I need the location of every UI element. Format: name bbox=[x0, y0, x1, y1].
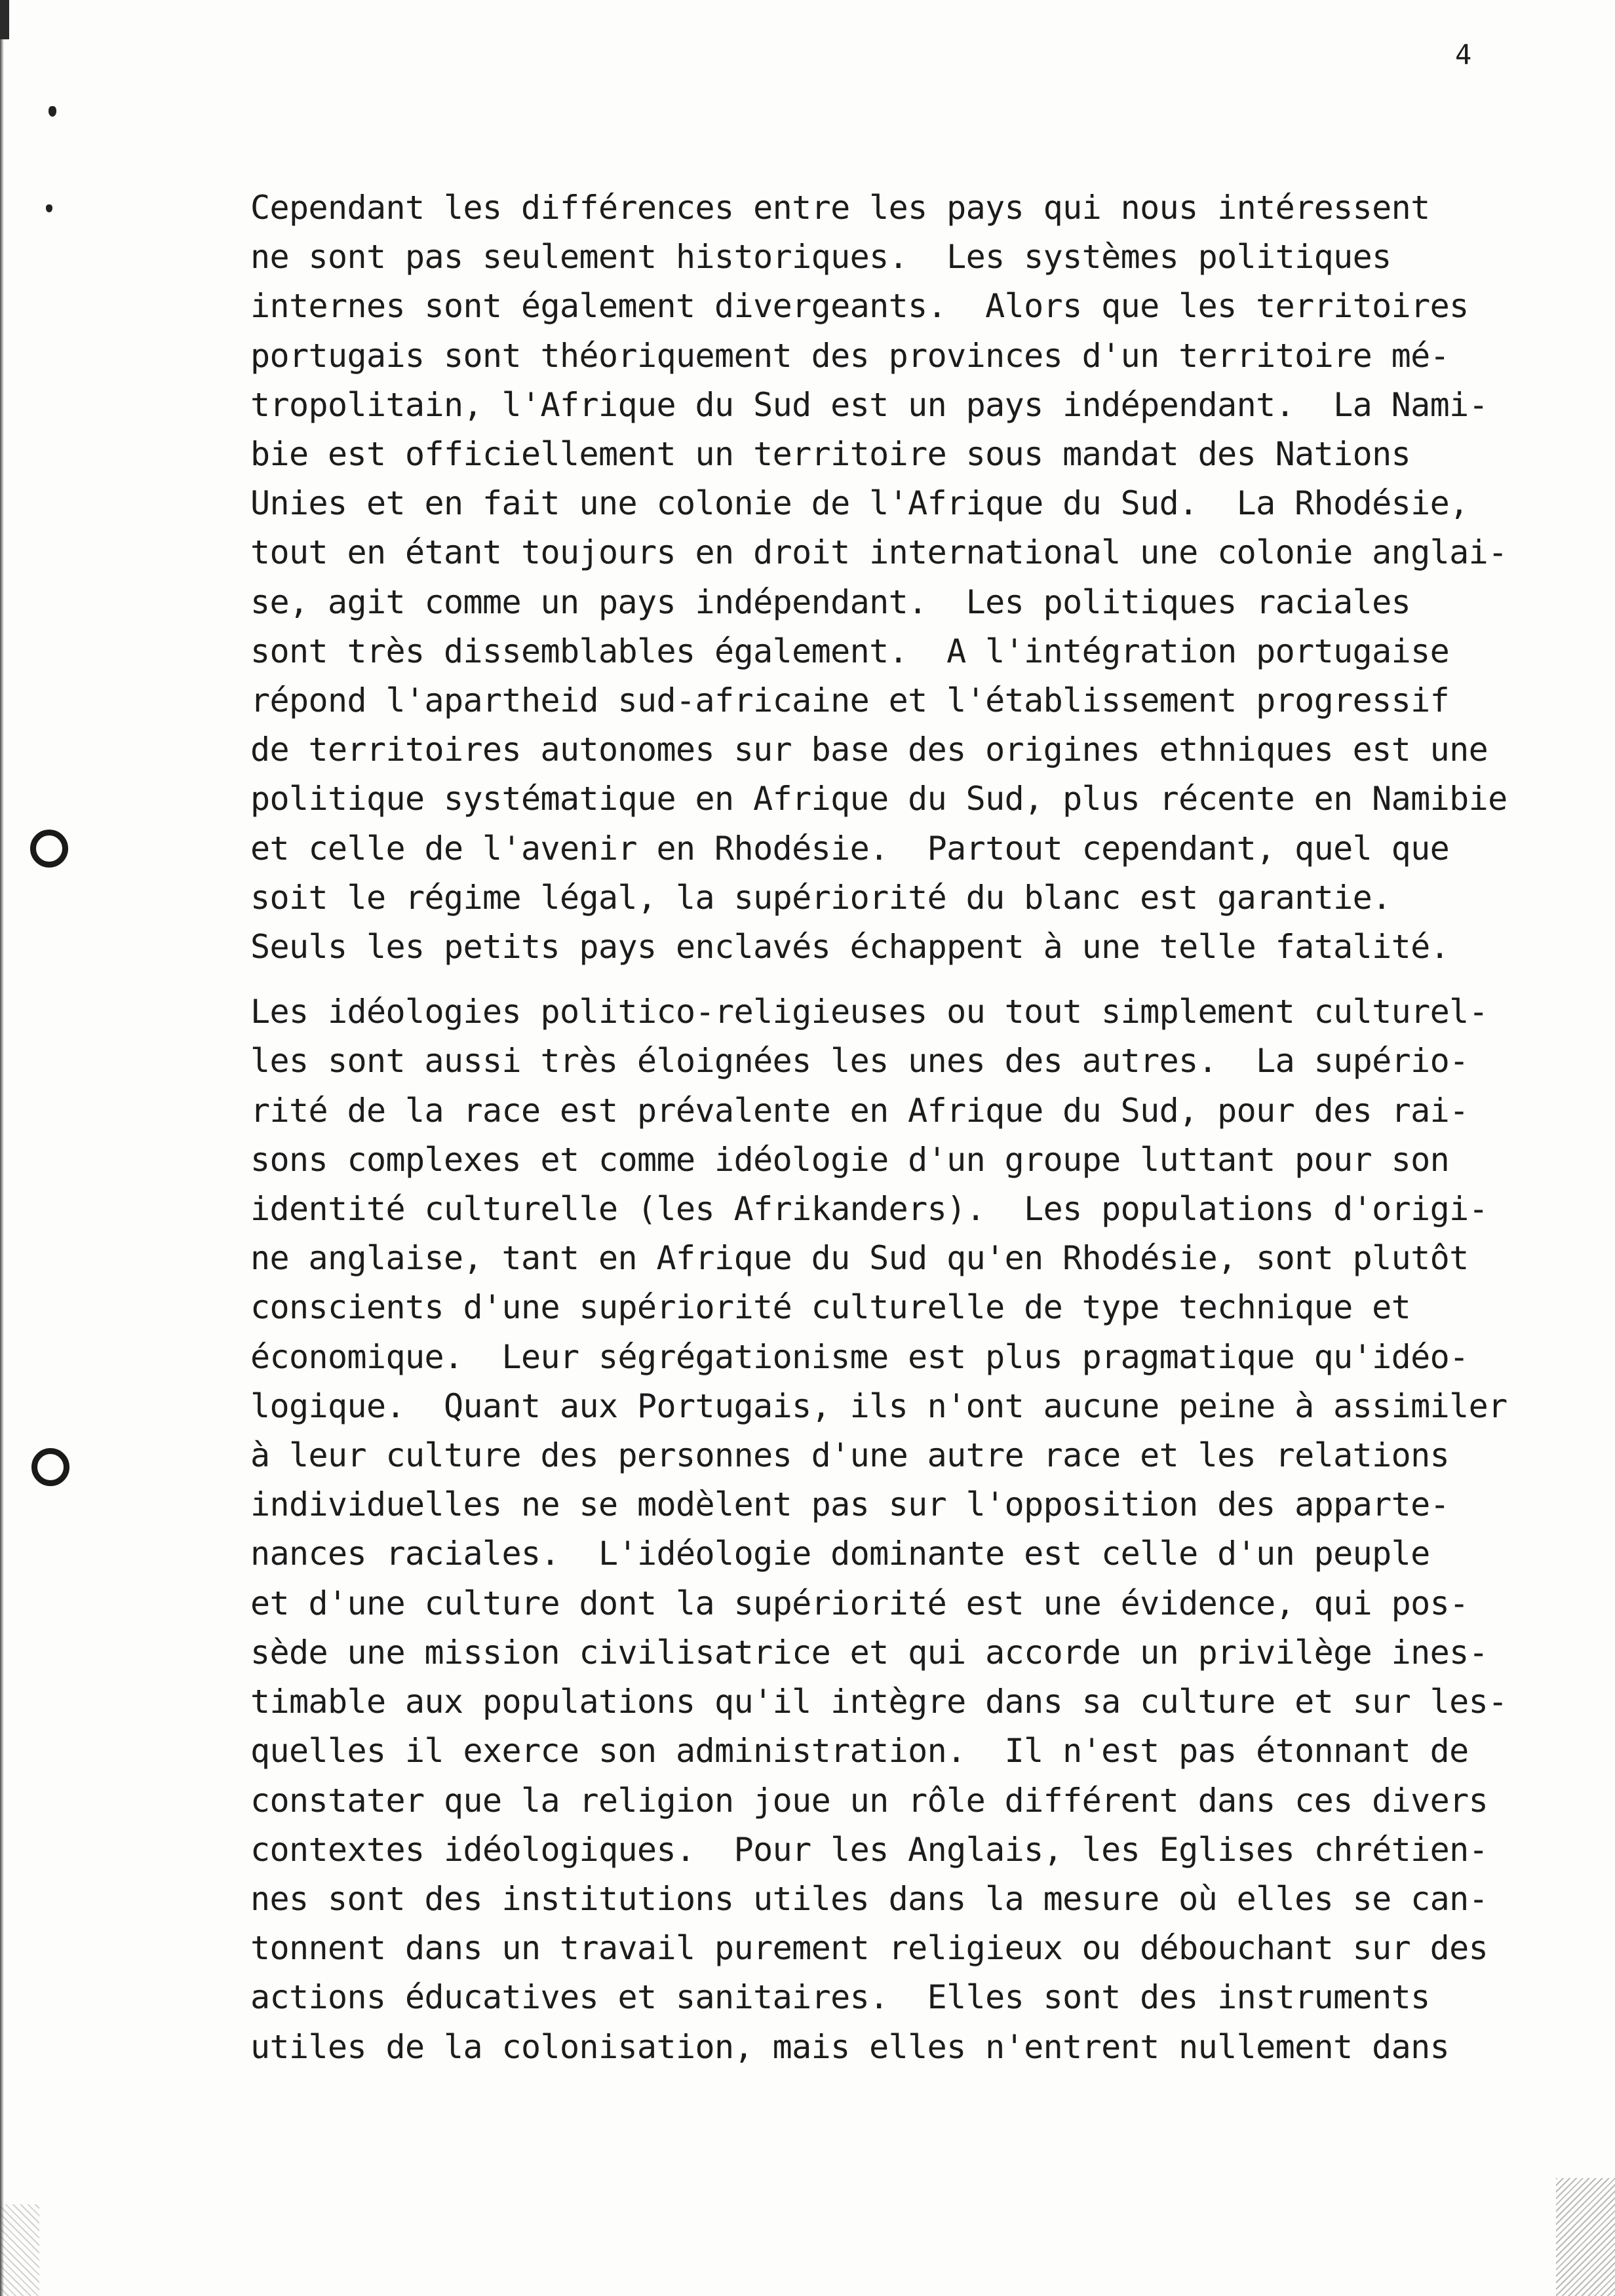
text-line: Les idéologies politico-religieuses ou tout simplement culturel- bbox=[250, 993, 1489, 1031]
text-line: de territoires autonomes sur base des origines ethniques est une bbox=[250, 731, 1489, 769]
text-line: rité de la race est prévalente en Afrique du Sud, pour des rai- bbox=[250, 1091, 1469, 1130]
text-line: tonnent dans un travail purement religieux ou débouchant sur des bbox=[250, 1929, 1489, 1968]
text-line: utiles de la colonisation, mais elles n'entrent nullement dans bbox=[250, 2027, 1450, 2066]
text-line: tout en étant toujours en droit international une colonie anglai- bbox=[250, 533, 1508, 572]
text-line: timable aux populations qu'il intègre dans sa culture et sur les- bbox=[250, 1683, 1508, 1721]
text-line: ne sont pas seulement historiques. Les systèmes politiques bbox=[250, 238, 1391, 277]
text-line: sède une mission civilisatrice et qui accorde un privilège ines- bbox=[250, 1633, 1489, 1672]
text-line: nes sont des institutions utiles dans la mesure où elles se can- bbox=[250, 1879, 1489, 1918]
text-line: portugais sont théoriquement des provinces d'un territoire mé- bbox=[250, 336, 1450, 375]
text-line: politique systématique en Afrique du Sud, plus récente en Namibie bbox=[250, 780, 1508, 818]
text-line: nances raciales. L'idéologie dominante est celle d'un peuple bbox=[250, 1535, 1430, 1573]
paragraph-1 bbox=[250, 183, 1574, 972]
text-line: constater que la religion joue un rôle différent dans ces divers bbox=[250, 1781, 1489, 1820]
paragraph-2 bbox=[250, 987, 1574, 2071]
text-line: répond l'apartheid sud-africaine et l'établissement progressif bbox=[250, 681, 1450, 720]
text-line: Seuls les petits pays enclavés échappent à une telle fatalité. bbox=[250, 928, 1450, 966]
text-line: logique. Quant aux Portugais, ils n'ont aucune peine à assimiler bbox=[250, 1387, 1508, 1425]
text-line: bie est officiellement un territoire sous mandat des Nations bbox=[250, 435, 1411, 474]
text-line: quelles il exerce son administration. Il n'est pas étonnant de bbox=[250, 1732, 1469, 1770]
page-corner-mark bbox=[0, 0, 9, 39]
binder-hole-icon bbox=[30, 830, 68, 868]
text-line: soit le régime légal, la supériorité du blanc est garantie. bbox=[250, 878, 1391, 917]
text-line: économique. Leur ségrégationisme est plus pragmatique qu'idéo- bbox=[250, 1337, 1469, 1376]
ink-speck bbox=[49, 106, 56, 117]
text-line: conscients d'une supériorité culturelle de type technique et bbox=[250, 1288, 1411, 1327]
scan-artifact bbox=[0, 2204, 39, 2296]
text-line: Cependant les différences entre les pays qui nous intéressent bbox=[250, 189, 1430, 227]
page-left-edge-shadow bbox=[0, 0, 4, 2296]
text-line: sons complexes et comme idéologie d'un groupe luttant pour son bbox=[250, 1140, 1450, 1179]
text-line: contextes idéologiques. Pour les Anglais, les Eglises chrétien- bbox=[250, 1830, 1489, 1869]
text-line: Unies et en fait une colonie de l'Afrique du Sud. La Rhodésie, bbox=[250, 484, 1469, 523]
text-line: internes sont également divergeants. Alors que les territoires bbox=[250, 287, 1469, 326]
text-line: à leur culture des personnes d'une autre race et les relations bbox=[250, 1436, 1450, 1475]
text-line: les sont aussi très éloignées les unes des autres. La supério- bbox=[250, 1042, 1469, 1081]
scan-artifact bbox=[1556, 2178, 1615, 2296]
ink-speck bbox=[46, 204, 52, 212]
text-line: et celle de l'avenir en Rhodésie. Partout cependant, quel que bbox=[250, 829, 1450, 868]
text-line: tropolitain, l'Afrique du Sud est un pays indépendant. La Nami- bbox=[250, 385, 1489, 424]
text-line: identité culturelle (les Afrikanders). Les populations d'origi- bbox=[250, 1190, 1489, 1229]
body-text bbox=[250, 183, 1574, 2072]
text-line: ne anglaise, tant en Afrique du Sud qu'en Rhodésie, sont plutôt bbox=[250, 1239, 1469, 1278]
text-line: se, agit comme un pays indépendant. Les politiques raciales bbox=[250, 583, 1411, 621]
text-line: actions éducatives et sanitaires. Elles sont des instruments bbox=[250, 1978, 1430, 2017]
text-line: et d'une culture dont la supériorité est une évidence, qui pos- bbox=[250, 1584, 1469, 1622]
page-number: 4 bbox=[1455, 39, 1472, 71]
text-line: sont très dissemblables également. A l'intégration portugaise bbox=[250, 632, 1450, 670]
binder-hole-icon bbox=[31, 1448, 69, 1486]
text-line: individuelles ne se modèlent pas sur l'opposition des apparte- bbox=[250, 1485, 1450, 1524]
